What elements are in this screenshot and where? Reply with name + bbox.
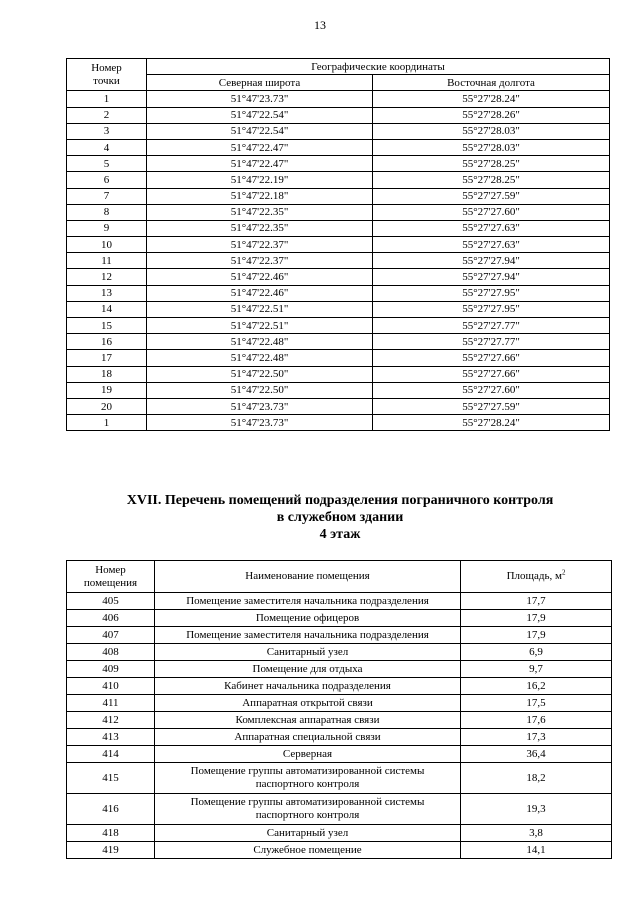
room-number-cell: 418 [67,825,155,842]
room-name-line2: паспортного контроля [255,778,360,790]
longitude-cell: 55°27'27.59" [373,398,610,414]
point-number-cell: 7 [67,188,147,204]
latitude-cell: 51°47'22.50" [147,382,373,398]
latitude-cell: 51°47'23.73" [147,415,373,431]
header-room-name: Наименование помещения [155,561,461,593]
longitude-cell: 55°27'27.59" [373,188,610,204]
room-area-cell: 6,9 [461,644,612,661]
latitude-cell: 51°47'22.37" [147,237,373,253]
table-row [67,746,612,763]
table-row [67,91,610,107]
room-name-line1: Помещение группы автоматизированной системы [190,765,425,777]
room-number-cell: 419 [67,842,155,859]
room-number-cell: 409 [67,661,155,678]
room-name-cell: Серверная [155,746,461,763]
rooms-table [66,560,612,859]
latitude-cell: 51°47'22.51" [147,301,373,317]
room-number-cell: 415 [67,763,155,794]
longitude-cell: 55°27'27.95" [373,285,610,301]
table-row [67,825,612,842]
point-number-cell: 5 [67,156,147,172]
latitude-cell: 51°47'22.50" [147,366,373,382]
table-row [67,398,610,414]
table-row [67,204,610,220]
room-name-cell: Санитарный узел [155,825,461,842]
coordinates-table [66,58,610,431]
point-number-cell: 9 [67,220,147,236]
room-number-cell: 416 [67,794,155,825]
room-area-cell: 17,6 [461,712,612,729]
room-name-cell: Комплексная аппаратная связи [155,712,461,729]
longitude-cell: 55°27'27.60" [373,204,610,220]
room-name-cell [155,794,461,825]
table-row [67,763,612,794]
room-number-cell: 410 [67,678,155,695]
room-name-cell: Санитарный узел [155,644,461,661]
point-number-cell: 15 [67,318,147,334]
table-row [67,334,610,350]
table-row [67,695,612,712]
longitude-cell: 55°27'27.77" [373,334,610,350]
longitude-cell: 55°27'28.24" [373,415,610,431]
room-area-cell: 16,2 [461,678,612,695]
longitude-cell: 55°27'28.25" [373,156,610,172]
table-row [67,220,610,236]
longitude-cell: 55°27'28.03" [373,123,610,139]
latitude-cell: 51°47'22.46" [147,285,373,301]
section-title-line2: в служебном здании [276,510,404,525]
latitude-cell: 51°47'22.35" [147,204,373,220]
longitude-cell: 55°27'28.26" [373,107,610,123]
table-row [67,678,612,695]
table-row [67,366,610,382]
point-number-cell: 1 [67,415,147,431]
room-number-cell: 412 [67,712,155,729]
room-area-cell: 17,3 [461,729,612,746]
latitude-cell: 51°47'22.35" [147,220,373,236]
header-point-line1: Номер [91,61,122,74]
table-row [67,318,610,334]
point-number-cell: 11 [67,253,147,269]
point-number-cell: 13 [67,285,147,301]
room-area-cell: 17,5 [461,695,612,712]
latitude-cell: 51°47'22.46" [147,269,373,285]
header-room-number [67,561,155,593]
table-row [67,350,610,366]
room-number-cell: 406 [67,610,155,627]
longitude-cell: 55°27'27.94" [373,269,610,285]
room-number-cell: 408 [67,644,155,661]
room-area-cell: 18,2 [461,763,612,794]
header-room-number-line1: Номер [95,563,126,576]
header-geo-coordinates: Географические координаты [147,59,610,75]
room-name-cell: Помещение заместителя начальника подразделения [155,593,461,610]
table-row [67,156,610,172]
point-number-cell: 16 [67,334,147,350]
latitude-cell: 51°47'23.73" [147,91,373,107]
point-number-cell: 8 [67,204,147,220]
latitude-cell: 51°47'22.54" [147,123,373,139]
point-number-cell: 12 [67,269,147,285]
table-row [67,172,610,188]
header-room-number-line2: помещения [83,576,138,589]
point-number-cell: 2 [67,107,147,123]
point-number-cell: 4 [67,139,147,155]
room-name-cell: Аппаратная открытой связи [155,695,461,712]
room-name-line1: Помещение группы автоматизированной системы [190,796,425,808]
room-number-cell: 414 [67,746,155,763]
longitude-cell: 55°27'27.94" [373,253,610,269]
table-row [67,661,612,678]
table-row [67,593,612,610]
longitude-cell: 55°27'28.24" [373,91,610,107]
table-row [67,253,610,269]
room-name-cell: Аппаратная специальной связи [155,729,461,746]
longitude-cell: 55°27'28.25" [373,172,610,188]
latitude-cell: 51°47'22.48" [147,350,373,366]
section-title-line1: XVII. Перечень помещений подразделения пограничного контроля [126,493,554,508]
longitude-cell: 55°27'27.66" [373,350,610,366]
table-row [67,301,610,317]
table-row [67,139,610,155]
longitude-cell: 55°27'27.63" [373,237,610,253]
header-area-label: Площадь, м [506,570,562,582]
table-row [67,794,612,825]
room-area-cell: 3,8 [461,825,612,842]
longitude-cell: 55°27'28.03" [373,139,610,155]
table-row [67,842,612,859]
room-area-cell: 17,7 [461,593,612,610]
room-name-cell: Помещение для отдыха [155,661,461,678]
table-row [67,107,610,123]
room-area-cell: 19,3 [461,794,612,825]
room-name-cell: Помещение заместителя начальника подразделения [155,627,461,644]
latitude-cell: 51°47'22.19" [147,172,373,188]
table-row [67,729,612,746]
latitude-cell: 51°47'22.47" [147,139,373,155]
point-number-cell: 18 [67,366,147,382]
room-number-cell: 411 [67,695,155,712]
point-number-cell: 19 [67,382,147,398]
table-row [67,712,612,729]
room-area-cell: 36,4 [461,746,612,763]
longitude-cell: 55°27'27.60" [373,382,610,398]
latitude-cell: 51°47'23.73" [147,398,373,414]
latitude-cell: 51°47'22.47" [147,156,373,172]
longitude-cell: 55°27'27.77" [373,318,610,334]
point-number-cell: 20 [67,398,147,414]
table-row [67,610,612,627]
point-number-cell: 3 [67,123,147,139]
latitude-cell: 51°47'22.18" [147,188,373,204]
table-row [67,188,610,204]
longitude-cell: 55°27'27.63" [373,220,610,236]
latitude-cell: 51°47'22.51" [147,318,373,334]
table-row [67,269,610,285]
room-area-cell: 17,9 [461,627,612,644]
table-row [67,415,610,431]
table-row [67,627,612,644]
room-area-cell: 9,7 [461,661,612,678]
header-area-sup: 2 [561,568,566,577]
room-name-line2: паспортного контроля [255,809,360,821]
header-point-line2: точки [93,74,120,87]
room-number-cell: 405 [67,593,155,610]
table-row [67,123,610,139]
table-row [67,237,610,253]
table-row [67,285,610,301]
header-longitude: Восточная долгота [373,75,610,91]
room-name-cell: Служебное помещение [155,842,461,859]
section-title-line3: 4 этаж [319,527,361,542]
point-number-cell: 17 [67,350,147,366]
room-name-cell [155,763,461,794]
header-point-number [67,59,147,91]
latitude-cell: 51°47'22.48" [147,334,373,350]
room-number-cell: 407 [67,627,155,644]
table-row [67,382,610,398]
room-number-cell: 413 [67,729,155,746]
room-area-cell: 17,9 [461,610,612,627]
point-number-cell: 14 [67,301,147,317]
header-room-area [461,561,612,593]
point-number-cell: 10 [67,237,147,253]
room-name-cell: Кабинет начальника подразделения [155,678,461,695]
latitude-cell: 51°47'22.54" [147,107,373,123]
room-name-cell: Помещение офицеров [155,610,461,627]
table-row [67,644,612,661]
point-number-cell: 1 [67,91,147,107]
point-number-cell: 6 [67,172,147,188]
page-number: 13 [314,18,326,32]
latitude-cell: 51°47'22.37" [147,253,373,269]
longitude-cell: 55°27'27.66" [373,366,610,382]
header-latitude: Северная широта [147,75,373,91]
longitude-cell: 55°27'27.95" [373,301,610,317]
room-area-cell: 14,1 [461,842,612,859]
